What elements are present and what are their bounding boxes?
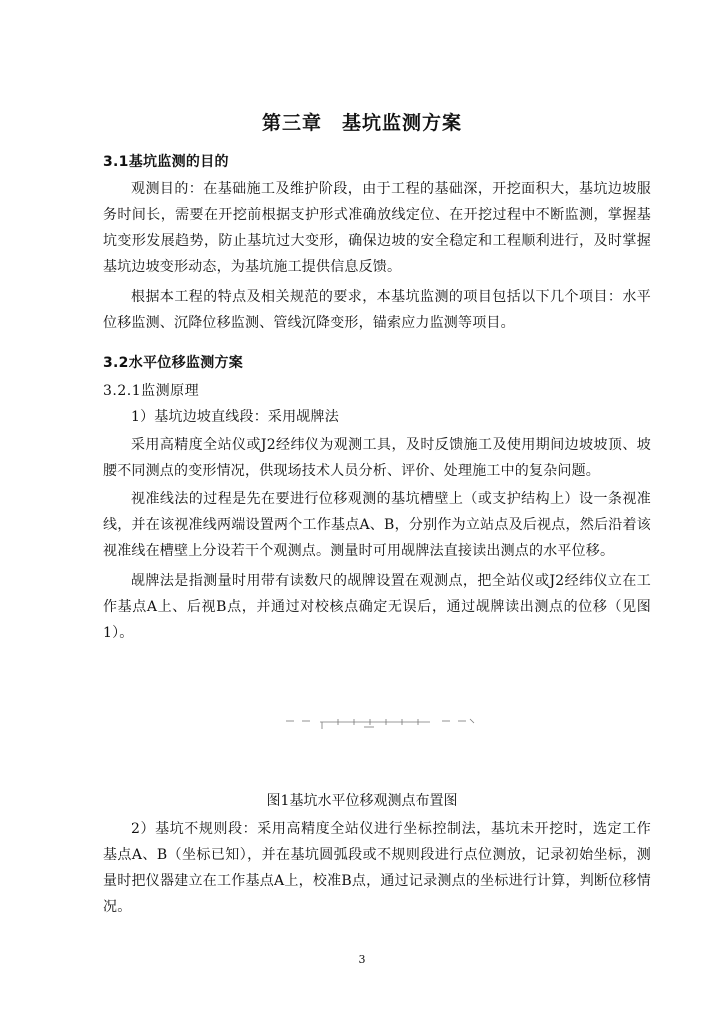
page-number: 3: [358, 953, 366, 966]
paragraph-instrument: 采用高精度全站仪或J2经纬仪为观测工具，及时反馈施工及使用期间边坡坡顶、坡腰不同测点的变形情况，供现场技术人员分析、评价、处理施工中的复杂问题。: [103, 437, 651, 479]
chapter-title: 第三章 基坑监测方案: [261, 112, 462, 134]
section-heading-3-1: 3.1基坑监测的目的: [103, 154, 229, 170]
paragraph-irregular-section: 2）基坑不规则段：采用高精度全站仪进行坐标控制法，基坑未开挖时，选定工作基点A、B（坐标已知），并在基坑圆弧段或不规则段进行点位测放，记录初始坐标，测量时把仪器建立在工作基点A上，校准B点，通过记录测点的坐标进行计算，判断位移情况。: [103, 821, 651, 915]
paragraph-target-method: 觇牌法是指测量时用带有读数尺的觇牌设置在观测点，把全站仪或J2经纬仪立在工作基点A上、后视B点，并通过对校核点确定无误后，通过觇牌读出测点的位移（见图1）。: [103, 573, 651, 641]
section-heading-3-2: 3.2水平位移监测方案: [103, 355, 244, 371]
paragraph-straight-section: 1）基坑边坡直线段：采用觇牌法: [131, 409, 339, 425]
figure-1-caption: 图1基坑水平位移观测点布置图: [266, 793, 458, 809]
subsection-heading-3-2-1: 3.2.1监测原理: [103, 383, 200, 399]
paragraph-monitoring-items: 根据本工程的特点及相关规范的要求，本基坑监测的项目包括以下几个项目：水平位移监测、沉降位移监测、管线沉降变形，锚索应力监测等项目。: [103, 289, 651, 331]
monitoring-point-layout-sketch: [280, 713, 480, 741]
paragraph-monitoring-purpose: 观测目的：在基础施工及维护阶段，由于工程的基础深，开挖面积大，基坑边坡服务时间长，需要在开挖前根据支护形式准确放线定位、在开挖过程中不断监测，掌握基坑变形发展趋势，防止基坑过大变形，确保边坡的安全稳定和工程顺利进行，及时掌握基坑边坡变形动态，为基坑施工提供信息反馈。: [103, 181, 651, 275]
figure-1-diagram: [280, 713, 480, 741]
paragraph-sight-line-method: 视准线法的过程是先在要进行位移观测的基坑槽壁上（或支护结构上）设一条视准线，并在该视准线两端设置两个工作基点A、B，分别作为立站点及后视点，然后沿着该视准线在槽壁上分设若干个观测点。测量时可用觇牌法直接读出测点的水平位移。: [103, 491, 651, 559]
